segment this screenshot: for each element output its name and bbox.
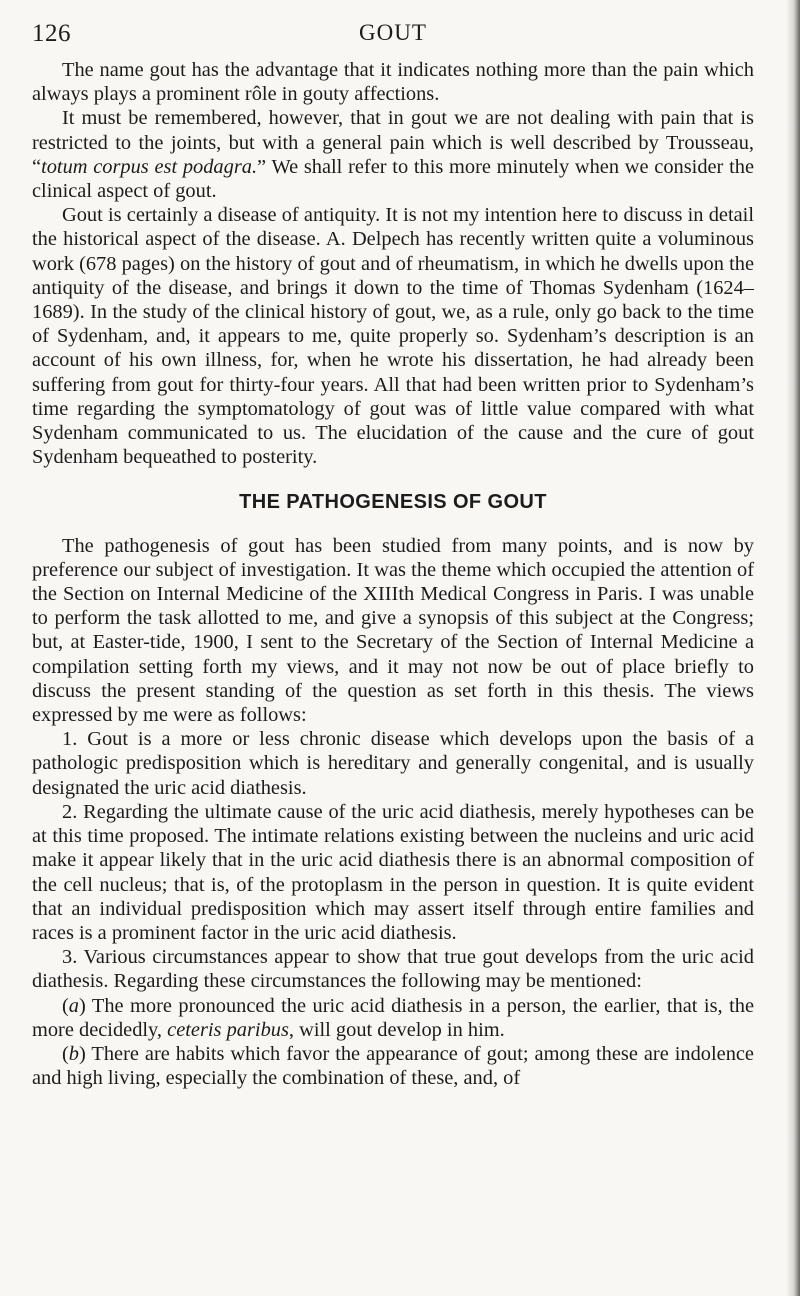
pathogenesis-section bbox=[32, 534, 754, 1091]
intro-section bbox=[32, 58, 754, 469]
text-run: , will gout develop in him. bbox=[288, 1018, 505, 1041]
italic-text: ceteris paribus bbox=[167, 1018, 289, 1041]
page-edge-shadow bbox=[786, 0, 800, 1296]
running-header bbox=[32, 14, 754, 56]
paragraph bbox=[32, 58, 754, 106]
text-run: 1. Gout is a more or less chronic disease which develops upon the basis of a pathologic predisposition which is hereditary and generally congenital, and is usually designated the uric acid diathesis. bbox=[32, 728, 754, 799]
text-run: The pathogenesis of gout has been studied from many points, and is now by preference our subject of investigation. It was the theme which occupied the attention of the Section on Internal Medicine of the XIIIth Medical Congress in Paris. I was unable to perform the task allotted to me, and give a synopsis of this subject at the Congress; but, at Easter-tide, 1900, I sent to the Secretary of the Section of Internal Medicine a compilation setting forth my views, and it may not now be out of place briefly to discuss the present standing of the question as set forth in this thesis. The views expressed by me were as follows: bbox=[32, 534, 754, 727]
text-run: 2. Regarding the ultimate cause of the uric acid diathesis, merely hypotheses can be at this time proposed. The intimate relations existing between the nucleins and uric acid make it appear likely that in the uric acid diathesis there is an abnormal composition of the cell nucleus; that is, of the protoplasm in the person in question. It is quite evident that an individual predisposition which may assert itself through entire families and races is a prominent factor in the uric acid diathesis. bbox=[32, 800, 754, 944]
paragraph bbox=[32, 534, 754, 728]
paragraph bbox=[32, 203, 754, 469]
paragraph bbox=[32, 1042, 754, 1090]
paragraph bbox=[32, 106, 754, 203]
text-run: The name gout has the advantage that it indicates nothing more than the pain which always plays a prominent rôle in gouty affections. bbox=[32, 59, 754, 106]
paragraph bbox=[32, 727, 754, 800]
italic-text: a bbox=[68, 994, 79, 1017]
section-heading: THE PATHOGENESIS OF GOUT bbox=[239, 491, 547, 514]
text-run: It must be remembered, however, that in gout we are not dealing with pain that is restricted to the joints, but with a general pain which is well described by Trousseau, “ bbox=[32, 107, 754, 178]
paragraph bbox=[32, 994, 754, 1042]
text-run: Gout is certainly a disease of antiquity. It is not my intention here to discuss in detail the historical aspect of the disease. A. Delpech has recently written quite a voluminous work (678 pages) on the history of gout and of rheumatism, in which he dwells upon the antiquity of the disease, and brings it down to the time of Thomas Sydenham (1624–1689). In the study of the clinical history of gout, we, as a rule, only go back to the time of Sydenham, and, it appears to me, quite properly so. Sydenham’s description is an account of his own illness, for, when he wrote his dissertation, he had already been suffering from gout for thirty-four years. All that had been written prior to Sydenham’s time regarding the symptomatology of gout was of little value compared with what Sydenham communicated to us. The elucidation of the cause and the cure of gout Sydenham bequeathed to posterity. bbox=[32, 204, 754, 469]
italic-text: b bbox=[68, 1042, 79, 1065]
text-run: ( bbox=[62, 1042, 69, 1065]
page-number: 126 bbox=[32, 20, 71, 47]
running-title: GOUT bbox=[359, 20, 427, 45]
text-run: ” We shall refer to this more minutely when we consider the clinical aspect of gout. bbox=[32, 155, 754, 203]
text-run: 3. Various circumstances appear to show that true gout develops from the uric acid diathesis. Regarding these circumstances the following may be mentioned: bbox=[32, 946, 754, 993]
text-run: ) The more pronounced the uric acid diathesis in a person, the earlier, that is, the more decidedly, bbox=[32, 994, 754, 1041]
text-run: ) There are habits which favor the appearance of gout; among these are indolence and high living, especially the combination of these, and, of bbox=[32, 1042, 754, 1090]
italic-text: totum corpus est podagra. bbox=[41, 155, 258, 178]
paragraph bbox=[32, 800, 754, 945]
text-run: ( bbox=[62, 994, 69, 1017]
page-body bbox=[32, 58, 754, 1090]
paragraph bbox=[32, 945, 754, 993]
